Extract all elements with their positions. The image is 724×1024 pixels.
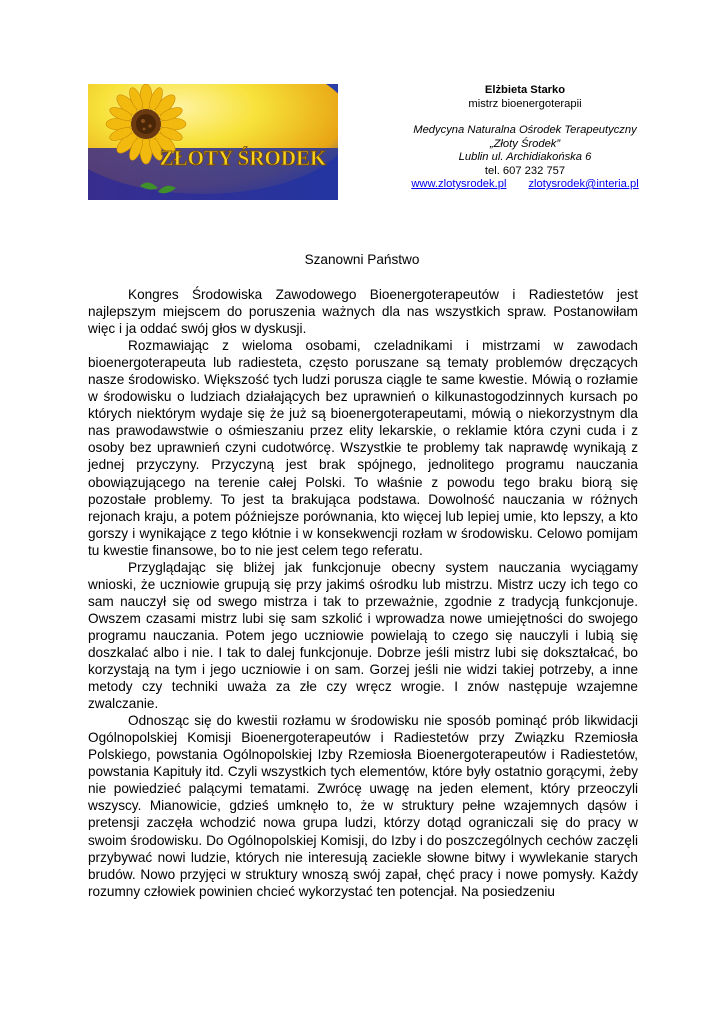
paragraph: Kongres Środowiska Zawodowego Bioenergoterapeutów i Radiestetów jest najlepszym miejscem do poruszenia ważnych dla nas wszystkich spraw. Postanowiłam więc i ja oddać swój głos w dyskusji. <box>88 287 638 337</box>
greeting: Szanowni Państwo <box>304 252 420 267</box>
paragraph: Rozmawiając z wieloma osobami, czeladnikami i mistrzami w zawodach bioenergoterapeuta lub radiesteta, często poruszane są tematy problemów dręczących nasze środowisko. Większość tych ludzi porusza ciągle te same kwestie. Mówią o rozłamie w środowisku o ludziach działających bez uprawnień o kilkunastogodzinnych kursach po których niektórym wydaje się że już są bioenergoterapeutami, mówią o niekorzystnym dla nas prawodawstwie o ośmieszaniu przez elity lekarskie, o reklamie która czyni cuda i z osoby bez uprawnień czyni cudotwórcę. Wszystkie te problemy tak naprawdę wynikają z jednej przyczyny. Przyczyną jest brak spójnego, jednolitego programu nauczania obowiązującego na terenie całej Polski. To właśnie z powodu tego braku biorą się pozostałe problemy. To jest ta brakująca podstawa. Dowolność nauczania w różnych rejonach kraju, a potem późniejsze porównania, kto więcej lub lepiej umie, kto lepszy, a kto gorszy i wynikające z tego kłótnie i w konsekwencji rozłam w środowisku. Celowo pomijam tu kwestie finansowe, bo to nie jest celem tego referatu. <box>88 338 638 558</box>
organization-brand: „Złoty Środek” <box>489 137 561 150</box>
phone-number: tel. 607 232 757 <box>484 164 566 177</box>
logo-banner <box>88 84 338 200</box>
contact-block <box>360 84 690 192</box>
sunflower-logo-icon <box>88 84 338 200</box>
contact-links <box>360 178 690 192</box>
author-role: mistrz bioenergoterapii <box>468 97 582 110</box>
email-link[interactable]: zlotysrodek@interia.pl <box>528 178 639 190</box>
paragraph: Odnosząc się do kwestii rozłamu w środowisku nie sposób pominąć prób likwidacji Ogólnopolskiej Komisji Bioenergoterapeutów i Radiestetów przy Związku Rzemiosła Polskiego, powstania Ogólnopolskiej Izby Rzemiosła Bioenergoterapeutów i Radiestetów, powstania Kapituły itd. Czyli wszystkich tych elementów, które były ostatnio gorącymi, żeby nie powiedzieć palącymi tematami. Zwrócę uwagę na jeden element, który przeoczyli wszyscy. Mianowicie, gdzieś umknęło to, że w struktury pełne wzajemnych dąsów i pretensji zaczęła wchodzić nowa grupa ludzi, którzy dotąd ograniczali się do pracy w swoim środowisku. Do Ogólnopolskiej Komisji, do Izby i do poszczególnych cechów zaczęli przybywać nowi ludzie, których nie interesują zaciekle słowne bitwy i wywlekanie starych brudów. Nowo przyjęci w struktury wnoszą swój zapał, chęć pracy i nowe pomysły. Każdy rozumny człowiek powinien chcieć wykorzystać ten potencjał. Na posiedzeniu <box>88 713 638 899</box>
organization-address: Lublin ul. Archidiakońska 6 <box>458 151 592 163</box>
paragraph: Przyglądając się bliżej jak funkcjonuje obecny system nauczania wyciągamy wnioski, że uczniowie grupują się przy jakimś ośrodku lub mistrzu. Mistrz uczy ich tego co sam nauczył się od swego mistrza i tak to przeważnie, zgodnie z tradycją funkcjonuje. Owszem czasami mistrz lubi się sam szkolić i wprowadza nowe umiejętności do swojego programu nauczania. Potem jego uczniowie powielają to czego się nauczyli i lubią się doszkalać albo i nie. I tak to dalej funkcjonuje. Dobrze jeśli mistrz lubi się dokształcać, bo korzystają na tym i jego uczniowie i on sam. Gorzej jeśli nie widzi takiej potrzeby, a inne metody czy techniki uważa za złe czy wręcz wrogie. I znów następuje wzajemne zwalczanie. <box>88 559 638 712</box>
logo-text: ZŁOTY ŚRODEK <box>159 146 327 170</box>
website-link[interactable]: www.zlotysrodek.pl <box>411 178 507 190</box>
organization-name: Medycyna Naturalna Ośrodek Terapeutyczny <box>413 124 637 136</box>
author-name: Elżbieta Starko <box>484 84 566 96</box>
letter-body <box>88 286 638 900</box>
